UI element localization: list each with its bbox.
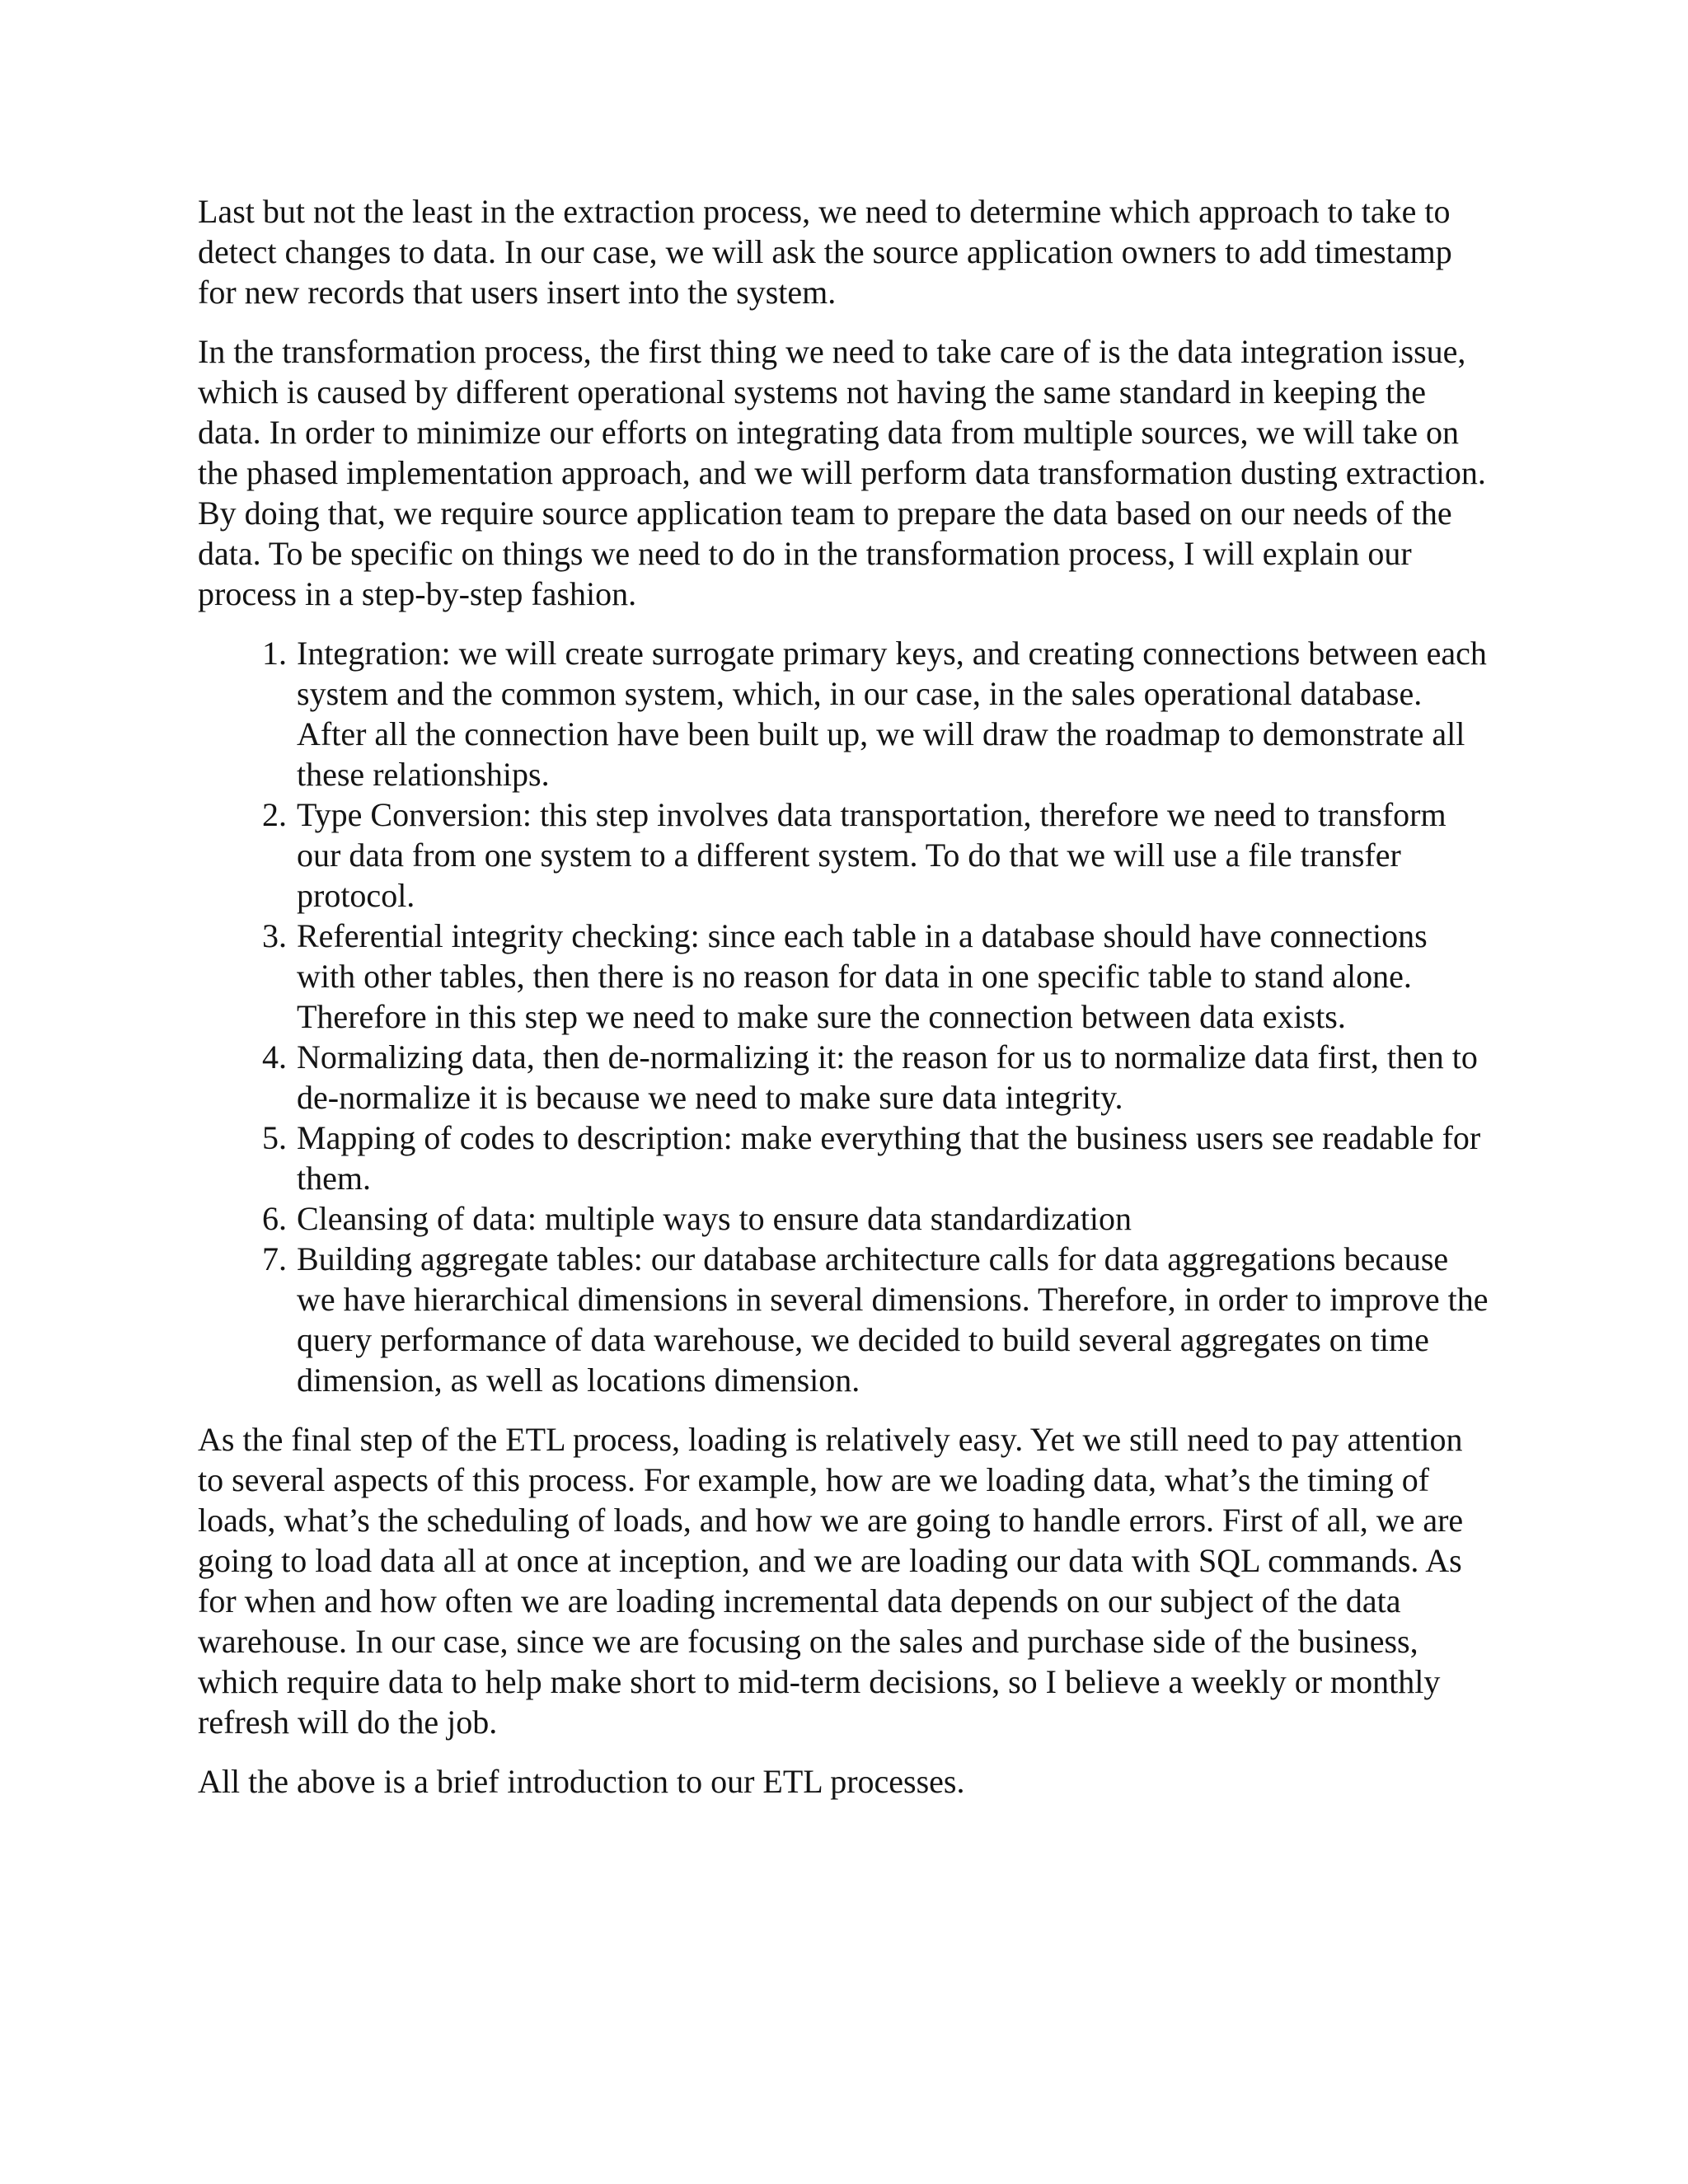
- list-item-type-conversion: [198, 794, 1492, 916]
- list-item-normalizing: [198, 1037, 1492, 1118]
- list-item-number: 4.: [262, 1038, 287, 1076]
- list-item-number: 2.: [262, 796, 287, 833]
- list-item-text: Referential integrity checking: since each table in a database should have connections with other tables, then there is no reason for data in one specific table to stand alone. Therefore in this step we need to make sure the connection between data exists.: [297, 917, 1428, 1035]
- paragraph-closing: All the above is a brief introduction to our ETL processes.: [198, 1763, 965, 1800]
- list-item-text: Cleansing of data: multiple ways to ensure data standardization: [297, 1200, 1132, 1237]
- paragraph-loading-process: As the final step of the ETL process, loading is relatively easy. Yet we still need to pay attention to several aspects of this process. For example, how are we loading data, what’s the timing of loads, what’s the scheduling of loads, and how we are going to handle errors. First of all, we are going to load data all at once at inception, and we are loading our data with SQL commands. As for when and how often we are loading incremental data depends on our subject of the data warehouse. In our case, since we are focusing on the sales and purchase side of the business, which require data to help make short to mid-term decisions, so I believe a weekly or monthly refresh will do the job.: [198, 1421, 1464, 1741]
- list-item-text: Building aggregate tables: our database architecture calls for data aggregations because we have hierarchical dimensions in several dimensions. Therefore, in order to improve the query performance of data warehouse, we decided to build several aggregates on time dimension, as well as locations dimension.: [297, 1240, 1489, 1399]
- list-item-text: Integration: we will create surrogate primary keys, and creating connections between each system and the common system, which, in our case, in the sales operational database. After all the connection have been built up, we will draw the roadmap to demonstrate all these relationships.: [297, 635, 1487, 793]
- list-item-referential-integrity: [198, 916, 1492, 1037]
- list-item-number: 3.: [262, 917, 287, 954]
- list-item-number: 5.: [262, 1119, 287, 1156]
- list-item-number: 6.: [262, 1200, 287, 1237]
- list-item-text: Mapping of codes to description: make everything that the business users see readable for them.: [297, 1119, 1481, 1197]
- list-item-aggregate-tables: [198, 1239, 1492, 1400]
- paragraph-transformation-process: In the transformation process, the first thing we need to take care of is the data integration issue, which is caused by different operational systems not having the same standard in keeping the data. In order to minimize our efforts on integrating data from multiple sources, we will take on the phased implementation approach, and we will perform data transformation dusting extraction. By doing that, we require source application team to prepare the data based on our needs of the data. To be specific on things we need to do in the transformation process, I will explain our process in a step-by-step fashion.: [198, 333, 1486, 612]
- document-body: [198, 191, 1492, 1821]
- list-item-number: 7.: [262, 1240, 287, 1277]
- list-item-integration: [198, 633, 1492, 794]
- list-item-cleansing: [198, 1198, 1492, 1239]
- list-item-text: Type Conversion: this step involves data transportation, therefore we need to transform our data from one system to a different system. To do that we will use a file transfer protocol.: [297, 796, 1447, 914]
- list-item-number: 1.: [262, 635, 287, 672]
- transformation-steps-list: [198, 633, 1492, 1400]
- list-item-mapping-codes: [198, 1118, 1492, 1198]
- paragraph-extraction-change-detection: Last but not the least in the extraction process, we need to determine which approach to take to detect changes to data. In our case, we will ask the source application owners to add timestamp for new records that users insert into the system.: [198, 193, 1452, 311]
- list-item-text: Normalizing data, then de-normalizing it: the reason for us to normalize data first, then to de-normalize it is because we need to make sure data integrity.: [297, 1038, 1478, 1116]
